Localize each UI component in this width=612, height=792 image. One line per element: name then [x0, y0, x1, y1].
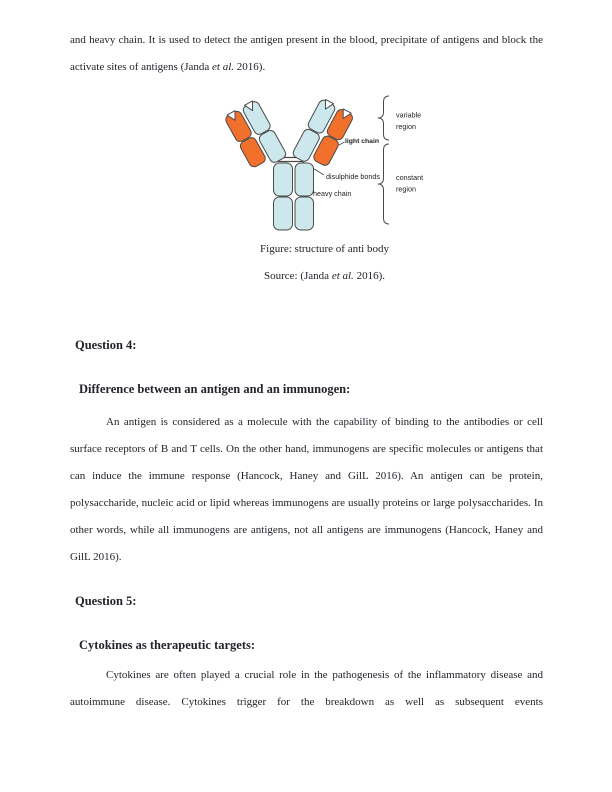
antibody-outlines [223, 96, 388, 230]
question5-paragraph: Cytokines are often played a crucial role in the pathogenesis of the inflammatory disease and autoimmune disease. Cytokines trigger for the breakdown as well as subsequent events [70, 669, 543, 708]
antibody-diagram [215, 88, 445, 236]
question4-paragraph: An antigen is considered as a molecule with the capability of binding to the antibodies or cell surface receptors of B and T cells. On the other hand, immunogens are specific molecules or antigens that can induce the immune response (Hancock, Haney and GilL 2016). An antigen can be protein, polysaccharide, nucleic acid or lipid whereas immunogens are usually proteins or large polysaccharides. In other words, while all immunogens are antigens, not all antigens are immunogens (Hancock, Haney and GilL 2016). [70, 416, 543, 563]
heavy-chain-stem [273, 163, 313, 230]
heavy-chain-label: heavy chain [312, 189, 351, 198]
light-chain-leader-line [339, 142, 345, 145]
constant-region-brace [378, 144, 389, 224]
question4-heading: Question 4: [75, 338, 137, 352]
light-chain-label: light chain [344, 138, 379, 145]
figure-source: Source: (Janda et al. 2016). [264, 270, 385, 282]
question4-subheading: Difference between an antigen and an immunogen: [79, 382, 351, 396]
variable-region-label: region [395, 122, 416, 131]
question5-subheading: Cytokines as therapeutic targets: [79, 638, 256, 652]
antibody-figure [70, 88, 543, 236]
constant-region-label: constant [395, 173, 423, 182]
variable-region-label: variable [395, 110, 421, 120]
constant-region-label: region [395, 184, 416, 194]
variable-region-brace [378, 96, 389, 140]
disulphide-bonds-label: disulphide bonds [325, 172, 380, 181]
figure-caption: Figure: structure of anti body [260, 243, 389, 255]
question5-heading: Question 5: [75, 594, 137, 608]
intro-paragraph: and heavy chain. It is used to detect the antigen present in the blood, precipitate of antigens and block the activate sites of antigens (Janda et al. 2016). [70, 34, 543, 73]
left-arm [223, 99, 287, 174]
